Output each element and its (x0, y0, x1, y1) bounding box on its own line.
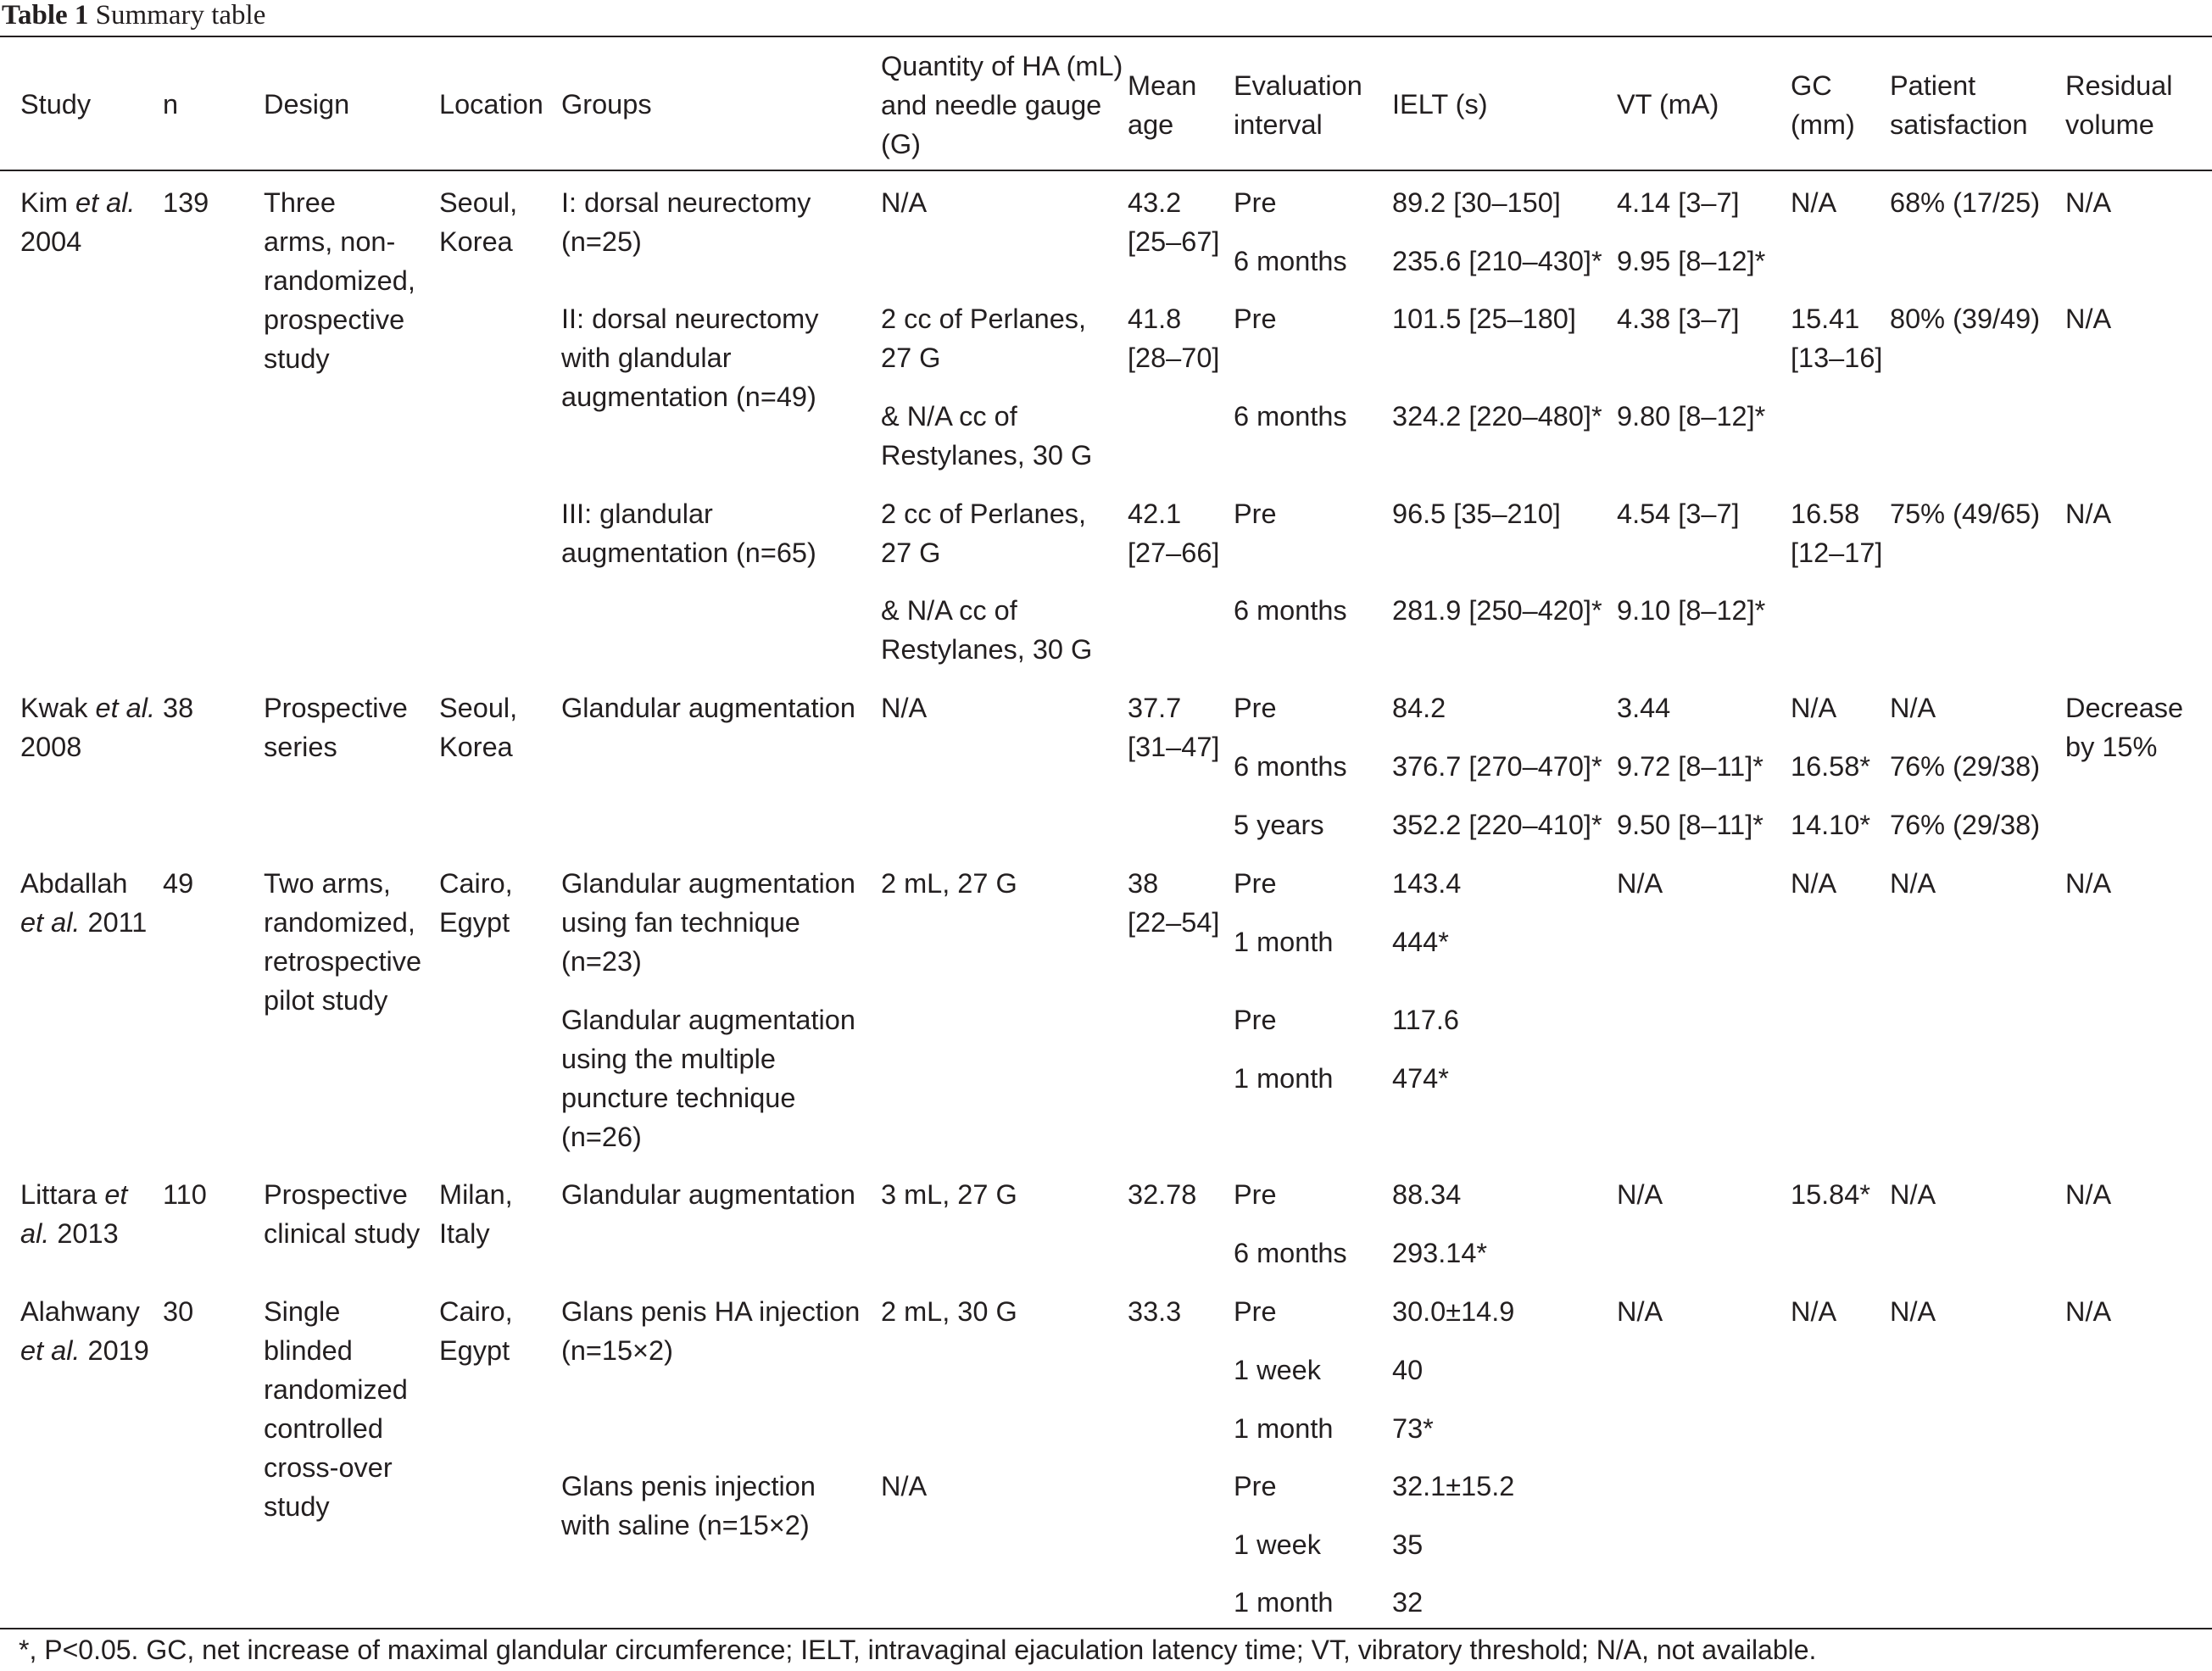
interval: 6 months (1234, 401, 1347, 432)
et-al: et al. (20, 907, 81, 938)
sample-size: 49 (163, 868, 194, 899)
study-name (20, 864, 147, 942)
header-text: satisfaction (1890, 109, 2028, 140)
design-line: Prospective (264, 1179, 408, 1210)
group-line: Glandular augmentation (561, 868, 855, 899)
ielt: 235.6 [210–430]* (1392, 246, 1602, 276)
location-line: Italy (439, 1218, 490, 1249)
year: 2013 (49, 1218, 119, 1249)
age-line: [25–67] (1128, 226, 1220, 257)
design-line: pilot study (264, 985, 388, 1016)
interval: 6 months (1234, 751, 1347, 782)
ielt: 352.2 [220–410]* (1392, 810, 1602, 840)
sample-size: 139 (163, 187, 209, 218)
age-line: [22–54] (1128, 907, 1220, 938)
design-line: prospective (264, 304, 405, 335)
year: 2008 (20, 732, 82, 762)
header-text: (G) (881, 129, 921, 159)
location (439, 864, 513, 942)
mean-age (1128, 494, 1219, 572)
ielt: 117.6 (1392, 1005, 1459, 1035)
header-vt (1617, 85, 1719, 124)
design (264, 688, 408, 766)
quantity: 3 mL, 27 G (881, 1179, 1017, 1210)
bottom-rule (0, 1628, 2212, 1629)
group-line: Glans penis injection (561, 1471, 816, 1501)
location-line: Korea (439, 226, 513, 257)
location (439, 688, 517, 766)
design-line: series (264, 732, 337, 762)
mean-age (1128, 299, 1219, 377)
age-line: [27–66] (1128, 538, 1220, 568)
interval: 1 month (1234, 1587, 1334, 1618)
design-line: Three (264, 187, 336, 218)
quantity: N/A (881, 693, 928, 723)
age-line: 43.2 (1128, 187, 1182, 218)
header-study (20, 85, 91, 124)
header-interval (1234, 66, 1362, 144)
ielt: 293.14* (1392, 1238, 1488, 1268)
author: Alahwany (20, 1296, 140, 1327)
group-label (561, 1467, 816, 1545)
et-al: et al. (95, 693, 155, 723)
ielt: 444* (1392, 927, 1449, 957)
vt: 3.44 (1617, 693, 1671, 723)
year: 2011 (80, 907, 148, 938)
gc: 16.58* (1791, 751, 1870, 782)
interval: 1 month (1234, 1063, 1334, 1094)
year: 2004 (20, 226, 82, 257)
ielt: 35 (1392, 1529, 1424, 1560)
ielt: 324.2 [220–480]* (1392, 401, 1602, 432)
header-text: Patient (1890, 70, 1976, 101)
vt: N/A (1617, 868, 1663, 899)
residual: N/A (2065, 1296, 2112, 1327)
header-text: Location (439, 89, 543, 120)
ielt: 73* (1392, 1413, 1434, 1444)
residual-line: Decrease (2065, 693, 2184, 723)
study-name (20, 688, 155, 766)
quantity-line: Restylanes, 30 G (881, 440, 1093, 471)
group-label (561, 864, 855, 981)
age-line: 38 (1128, 868, 1159, 899)
header-gc (1791, 66, 1855, 144)
age-line: 41.8 (1128, 304, 1182, 334)
design-line: Prospective (264, 693, 408, 723)
header-ielt (1392, 85, 1488, 124)
gc-line: 16.58 (1791, 499, 1860, 529)
design (264, 1292, 408, 1526)
header-mean-age (1128, 66, 1196, 144)
age-line: 37.7 (1128, 693, 1182, 723)
interval: 1 week (1234, 1355, 1321, 1385)
interval: Pre (1234, 1471, 1277, 1501)
group-line: with saline (n=15×2) (561, 1510, 810, 1540)
mean-age: 33.3 (1128, 1296, 1182, 1327)
group-line: puncture technique (561, 1083, 796, 1113)
group-line: III: glandular (561, 499, 713, 529)
header-quantity (881, 47, 1123, 164)
vt: 9.80 [8–12]* (1617, 401, 1766, 432)
group-line: Glans penis HA injection (561, 1296, 861, 1327)
ielt: 143.4 (1392, 868, 1462, 899)
quantity-line: & N/A cc of (881, 595, 1017, 626)
interval: Pre (1234, 693, 1277, 723)
design-line: study (264, 1491, 330, 1522)
vt: 9.95 [8–12]* (1617, 246, 1766, 276)
group-line: (n=23) (561, 946, 642, 977)
header-text: Residual (2065, 70, 2173, 101)
interval: 1 week (1234, 1529, 1321, 1560)
header-text: Evaluation (1234, 70, 1362, 101)
gc: N/A (1791, 693, 1837, 723)
gc (1791, 299, 1882, 377)
satisfaction: N/A (1890, 693, 1936, 723)
location-line: Egypt (439, 907, 510, 938)
group-label (561, 494, 816, 572)
satisfaction: 68% (17/25) (1890, 187, 2041, 218)
author: Abdallah (20, 868, 128, 899)
design-line: cross-over (264, 1452, 393, 1483)
header-text: interval (1234, 109, 1323, 140)
mean-age (1128, 864, 1219, 942)
design (264, 1175, 420, 1253)
satisfaction: 76% (29/38) (1890, 751, 2041, 782)
header-satisfaction (1890, 66, 2028, 144)
quantity-line: 2 cc of Perlanes, (881, 499, 1087, 529)
header-text: GC (1791, 70, 1832, 101)
quantity (881, 183, 927, 222)
location (439, 1292, 513, 1370)
satisfaction: 80% (39/49) (1890, 304, 2041, 334)
quantity-line: N/A (881, 187, 928, 218)
design-line: randomized, (264, 265, 415, 296)
header-text: (mm) (1791, 109, 1855, 140)
group-line: II: dorsal neurectomy (561, 304, 819, 334)
header-text: volume (2065, 109, 2154, 140)
ielt: 30.0±14.9 (1392, 1296, 1515, 1327)
sample-size: 110 (163, 1179, 207, 1210)
vt: 4.54 [3–7] (1617, 499, 1740, 529)
table-title: Summary table (95, 0, 266, 31)
interval: Pre (1234, 1005, 1277, 1035)
ielt: 84.2 (1392, 693, 1446, 723)
interval: Pre (1234, 1179, 1277, 1210)
interval: Pre (1234, 187, 1277, 218)
header-location (439, 85, 543, 124)
age-line: 42.1 (1128, 499, 1182, 529)
satisfaction: N/A (1890, 868, 1936, 899)
study-name (20, 1292, 149, 1370)
quantity: 2 mL, 30 G (881, 1296, 1017, 1327)
gc-line: [12–17] (1791, 538, 1883, 568)
design-line: blinded (264, 1335, 353, 1366)
interval: 6 months (1234, 246, 1347, 276)
group-label (561, 1292, 860, 1370)
interval: Pre (1234, 868, 1277, 899)
group-label (561, 183, 811, 261)
residual: N/A (2065, 187, 2112, 218)
satisfaction: 75% (49/65) (1890, 499, 2041, 529)
quantity (881, 591, 1092, 669)
mean-age (1128, 183, 1219, 261)
study-name (20, 183, 135, 261)
gc: N/A (1791, 1296, 1837, 1327)
group-label: Glandular augmentation (561, 1179, 855, 1210)
header-text: Groups (561, 89, 652, 120)
vt: 9.10 [8–12]* (1617, 595, 1766, 626)
table-footnote: *, P<0.05. GC, net increase of maximal glandular circumference; IELT, intravaginal ejaculation latency time; VT, vibratory threshold; N/A, not available. (19, 1635, 1817, 1665)
quantity-line: 2 cc of Perlanes, (881, 304, 1087, 334)
quantity-line: 27 G (881, 538, 941, 568)
vt: 4.38 [3–7] (1617, 304, 1740, 334)
group-label: Glandular augmentation (561, 693, 855, 723)
header-text: Mean (1128, 70, 1197, 101)
group-line: using the multiple (561, 1044, 776, 1074)
ielt: 88.34 (1392, 1179, 1462, 1210)
design-line: Two arms, (264, 868, 391, 899)
ielt: 474* (1392, 1063, 1449, 1094)
gc (1791, 494, 1882, 572)
gc: 15.84* (1791, 1179, 1870, 1210)
residual: N/A (2065, 499, 2112, 529)
location-line: Seoul, (439, 693, 518, 723)
mean-age: 32.78 (1128, 1179, 1197, 1210)
quantity-line: Restylanes, 30 G (881, 634, 1093, 665)
ielt: 376.7 [270–470]* (1392, 751, 1602, 782)
group-line: (n=25) (561, 226, 642, 257)
location-line: Milan, (439, 1179, 513, 1210)
author: Kwak (20, 693, 96, 723)
group-label (561, 299, 818, 416)
design-line: retrospective (264, 946, 422, 977)
residual: N/A (2065, 304, 2112, 334)
sample-size: 30 (163, 1296, 194, 1327)
design (264, 183, 415, 378)
residual: N/A (2065, 1179, 2112, 1210)
interval: 1 month (1234, 1413, 1334, 1444)
group-line: Glandular augmentation (561, 1005, 855, 1035)
group-line: with glandular (561, 343, 732, 373)
header-text: Quantity of HA (mL) (881, 51, 1123, 81)
age-line: [31–47] (1128, 732, 1220, 762)
table-caption (2, 0, 265, 31)
year: 2019 (80, 1335, 149, 1366)
group-line: using fan technique (561, 907, 800, 938)
gc: N/A (1791, 187, 1837, 218)
group-label (561, 1000, 855, 1156)
age-line: [28–70] (1128, 343, 1220, 373)
quantity-line: 27 G (881, 343, 941, 373)
ielt: 89.2 [30–150] (1392, 187, 1561, 218)
header-text: VT (mA) (1617, 89, 1719, 120)
header-rule (0, 170, 2212, 171)
group-line: (n=26) (561, 1122, 642, 1152)
gc-line: [13–16] (1791, 343, 1883, 373)
vt: N/A (1617, 1296, 1663, 1327)
group-line: augmentation (n=65) (561, 538, 816, 568)
group-line: (n=15×2) (561, 1335, 673, 1366)
et-al: et al. (20, 1335, 81, 1366)
et-al: et al. (75, 187, 136, 218)
quantity (881, 299, 1086, 377)
et-al: et (104, 1179, 128, 1210)
group-line: augmentation (n=49) (561, 382, 816, 412)
header-text: IELT (s) (1392, 89, 1488, 120)
quantity (881, 397, 1092, 475)
interval: 6 months (1234, 1238, 1347, 1268)
ielt: 96.5 [35–210] (1392, 499, 1561, 529)
interval: 5 years (1234, 810, 1324, 840)
header-text: Study (20, 89, 92, 120)
gc: N/A (1791, 868, 1837, 899)
interval: 1 month (1234, 927, 1334, 957)
design-line: clinical study (264, 1218, 421, 1249)
vt: 9.50 [8–11]* (1617, 810, 1763, 840)
study-name (20, 1175, 127, 1253)
residual (2065, 688, 2183, 766)
author: Littara (20, 1179, 105, 1210)
satisfaction: N/A (1890, 1179, 1936, 1210)
satisfaction: N/A (1890, 1296, 1936, 1327)
interval: Pre (1234, 1296, 1277, 1327)
header-n (163, 85, 178, 124)
design-line: study (264, 343, 330, 374)
author: Kim (20, 187, 75, 218)
design-line: controlled (264, 1413, 383, 1444)
table-label: Table 1 (2, 0, 89, 31)
ielt: 40 (1392, 1355, 1424, 1385)
residual-line: by 15% (2065, 732, 2158, 762)
vt: N/A (1617, 1179, 1663, 1210)
interval: Pre (1234, 499, 1277, 529)
location-line: Cairo, (439, 868, 513, 899)
ielt: 281.9 [250–420]* (1392, 595, 1602, 626)
design-line: arms, non- (264, 226, 396, 257)
design-line: randomized (264, 1374, 408, 1405)
location-line: Egypt (439, 1335, 510, 1366)
gc-line: 15.41 (1791, 304, 1860, 334)
location-line: Cairo, (439, 1296, 513, 1327)
sample-size: 38 (163, 693, 194, 723)
vt: 4.14 [3–7] (1617, 187, 1740, 218)
quantity-line: & N/A cc of (881, 401, 1017, 432)
vt: 9.72 [8–11]* (1617, 751, 1763, 782)
header-text: Design (264, 89, 350, 120)
quantity: N/A (881, 1471, 928, 1501)
group-line: I: dorsal neurectomy (561, 187, 811, 218)
ielt: 32 (1392, 1587, 1424, 1618)
gc: 14.10* (1791, 810, 1870, 840)
location (439, 1175, 513, 1253)
interval: 6 months (1234, 595, 1347, 626)
header-residual (2065, 66, 2172, 144)
residual: N/A (2065, 868, 2112, 899)
design (264, 864, 421, 1020)
header-text: age (1128, 109, 1174, 140)
location-line: Korea (439, 732, 513, 762)
header-text: n (163, 89, 179, 120)
header-text: and needle gauge (881, 90, 1102, 120)
interval: Pre (1234, 304, 1277, 334)
ielt: 32.1±15.2 (1392, 1471, 1515, 1501)
quantity (881, 494, 1086, 572)
quantity: 2 mL, 27 G (881, 868, 1017, 899)
satisfaction: 76% (29/38) (1890, 810, 2041, 840)
mean-age (1128, 688, 1219, 766)
ielt: 101.5 [25–180] (1392, 304, 1576, 334)
design-line: randomized, (264, 907, 415, 938)
et-al: al. (20, 1218, 50, 1249)
top-rule (0, 36, 2212, 37)
header-design (264, 85, 349, 124)
design-line: Single (264, 1296, 341, 1327)
location-line: Seoul, (439, 187, 518, 218)
header-groups (561, 85, 652, 124)
location (439, 183, 517, 261)
